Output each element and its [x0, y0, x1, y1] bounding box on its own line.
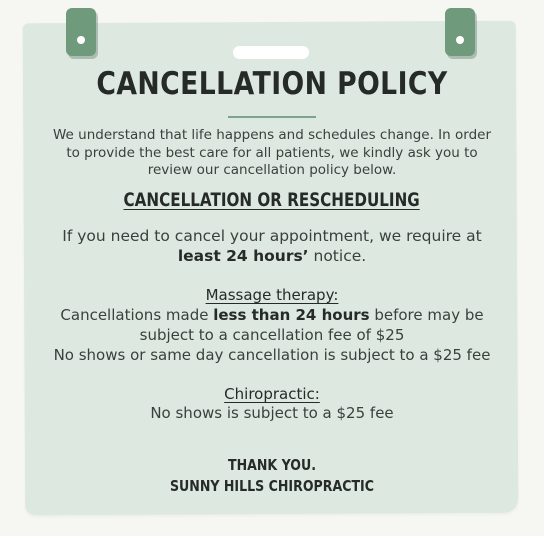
massage-line1-before: Cancellations made — [60, 306, 214, 324]
massage-line1-bold: less than 24 hours — [213, 306, 370, 324]
massage-policy — [48, 305, 496, 365]
closing — [0, 455, 544, 497]
chiro-label-text: Chiropractic: — [224, 385, 320, 403]
intro-text: We understand that life happens and schedules change. In order to provide the best care for all patients, we kindly ask you to review our cancellation policy below. — [52, 127, 492, 178]
massage-label — [0, 286, 544, 304]
section-heading — [0, 190, 544, 211]
massage-label-text: Massage therapy: — [205, 286, 339, 304]
title-divider — [228, 116, 316, 118]
business-name: SUNNY HILLS CHIROPRACTIC — [169, 477, 375, 495]
chiro-policy: No shows is subject to a $25 fee — [150, 404, 394, 422]
notice-text — [44, 226, 500, 266]
section-heading-text: CANCELLATION OR RESCHEDULING — [123, 190, 421, 211]
clip-hole — [77, 36, 85, 44]
notice-bold: least 24 hours’ — [177, 247, 309, 265]
paper-clip-icon — [445, 8, 475, 56]
notice-after: notice. — [308, 247, 367, 265]
massage-line1-after: before may be subject to a cancellation fee of $25 — [139, 306, 484, 344]
chiro-label — [0, 385, 544, 403]
clip-hole — [456, 36, 464, 44]
massage-line2: No shows or same day cancellation is subject to a $25 fee — [53, 346, 491, 364]
hanging-slot — [233, 46, 309, 59]
notice-before: If you need to cancel your appointment, we require at — [62, 227, 482, 245]
thank-you-text: THANK YOU. — [227, 456, 316, 474]
page-title: CANCELLATION POLICY — [96, 66, 448, 102]
paper-clip-icon — [66, 8, 96, 56]
